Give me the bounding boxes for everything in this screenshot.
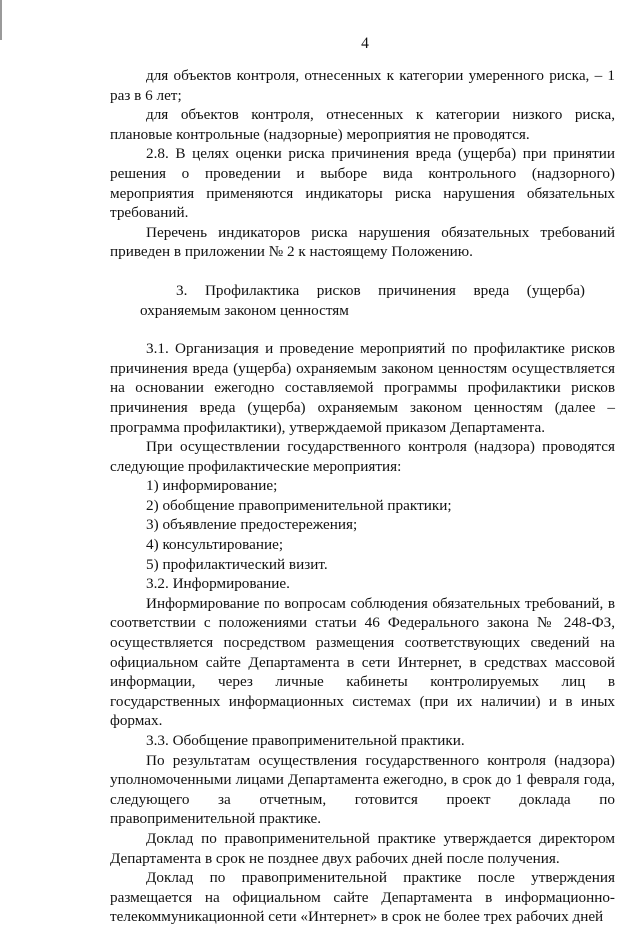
paragraph-informing: Информирование по вопросам соблюдения обязательных требований, в соответствии с положениями статьи 46 Федерального закона № 248-ФЗ, осуществляется посредством размещения соответствующих сведений на официальном сайте Департамента в сети Интернет, в средствах массовой информации, через личные кабинеты контролируемых лиц в государственных информационных системах (при их наличии) и в иных формах. (110, 594, 615, 730)
page-number: 4 (361, 35, 369, 52)
list-item: 5) профилактический визит. (146, 555, 328, 573)
subheading-3-3: 3.3. Обобщение правоприменительной практики. (146, 732, 465, 749)
document-body (110, 66, 615, 927)
paragraph-indicators-list: Перечень индикаторов риска нарушения обязательных требований приведен в приложении № 2 к настоящему Положению. (110, 223, 615, 261)
list-item: 1) информирование; (146, 477, 278, 495)
paragraph-report-draft: По результатам осуществления государственного контроля (надзора) уполномоченными лицами Департамента ежегодно, в срок до 1 февраля года, следующего за отчетным, готовится проект доклада по правоприменительной практике. (110, 751, 615, 828)
list-item: 2) обобщение правоприменительной практики; (146, 496, 452, 514)
list-item: 3) объявление предостережения; (146, 516, 358, 534)
spacer (110, 262, 615, 281)
list-item: 4) консультирование; (146, 536, 284, 554)
paragraph-report-publication: Доклад по правоприменительной практике после утверждения размещается на официальном сайте Департамента в информационно-телекоммуникационной сети «Интернет» в срок не более трех рабочих дней (110, 869, 615, 926)
paragraph-report-approval: Доклад по правоприменительной практике утверждается директором Департамента в срок не позднее двух рабочих дней после получения. (110, 829, 615, 867)
spacer (110, 320, 615, 339)
paragraph-measures-intro: При осуществлении государственного контроля (надзора) проводятся следующие профилактические мероприятия: (110, 438, 615, 475)
paragraph-moderate-risk: для объектов контроля, отнесенных к категории умеренного риска, – 1 раз в 6 лет; (110, 67, 615, 104)
paragraph-3-1: 3.1. Организация и проведение мероприятий по профилактике рисков причинения вреда (ущерба) охраняемым законом ценностям осуществляется на основании ежегодно составляемой программы профилактики рисков причинения вреда (ущерба) охраняемым законом ценностям (далее – программа профилактики), утверждаемой приказом Департамента. (110, 340, 615, 436)
section-heading: 3. Профилактика рисков причинения вреда (ущерба) охраняемым законом ценностям (140, 281, 585, 319)
paragraph-low-risk: для объектов контроля, отнесенных к категории низкого риска, плановые контрольные (надзорные) мероприятия не проводятся. (110, 106, 615, 143)
paragraph-2-8: 2.8. В целях оценки риска причинения вреда (ущерба) при принятии решения о проведении и выборе вида контрольного (надзорного) мероприятия применяются индикаторы риска нарушения обязательных требований. (110, 145, 615, 222)
subheading-3-2: 3.2. Информирование. (146, 575, 290, 593)
scan-edge-mark (0, 0, 2, 40)
